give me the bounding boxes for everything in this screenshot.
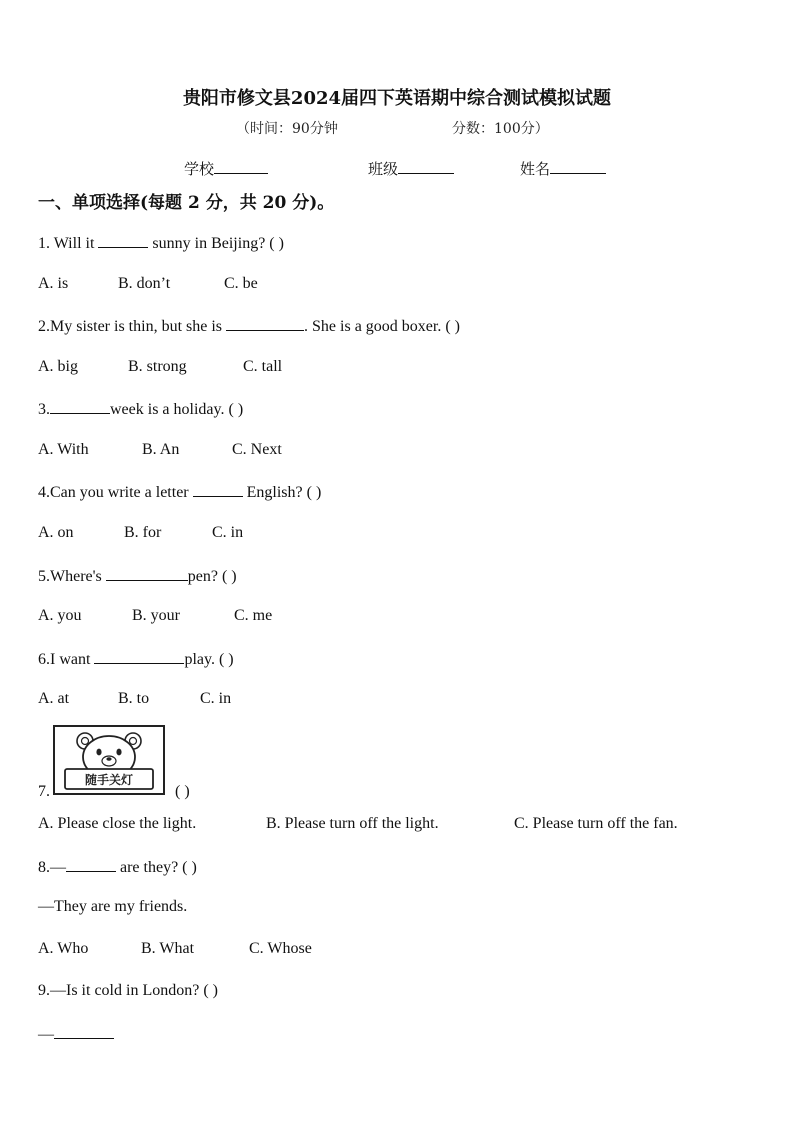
class-blank[interactable] — [398, 159, 454, 174]
option-c[interactable]: C. be — [224, 275, 258, 292]
answer-blank[interactable] — [94, 649, 184, 664]
question-7-paren: ( ) — [175, 783, 190, 800]
school-label: 学校 — [184, 160, 215, 178]
question-2-options — [38, 358, 282, 376]
option-b[interactable]: B. strong — [128, 358, 187, 375]
name-label: 姓名 — [520, 160, 551, 178]
turn-off-light-sign-image — [53, 725, 165, 795]
option-b[interactable]: B. don’t — [118, 275, 171, 292]
question-4: 4.Can you write a letter English? ( ) — [38, 484, 322, 501]
answer-blank[interactable] — [226, 316, 304, 331]
option-a[interactable]: A. you — [38, 607, 82, 624]
bear-icon — [55, 727, 163, 793]
answer-blank[interactable] — [50, 399, 110, 414]
question-9: 9.—Is it cold in London? ( ) — [38, 982, 218, 999]
question-7-number: 7. — [38, 783, 50, 800]
option-b[interactable]: B. for — [124, 524, 162, 541]
question-8-options — [38, 940, 312, 958]
answer-blank[interactable] — [66, 857, 116, 872]
option-b[interactable]: B. Please turn off the light. — [266, 815, 439, 832]
class-field — [368, 158, 454, 179]
question-3-options — [38, 441, 282, 459]
question-8: 8.— are they? ( ) — [38, 859, 197, 876]
option-a[interactable]: A. at — [38, 690, 70, 707]
name-blank[interactable] — [550, 159, 606, 174]
question-5: 5.Where's pen? ( ) — [38, 568, 237, 585]
option-b[interactable]: B. What — [141, 940, 195, 957]
option-a[interactable]: A. big — [38, 358, 78, 375]
option-c[interactable]: C. Whose — [249, 940, 312, 957]
answer-blank[interactable] — [106, 566, 188, 581]
question-7-options — [38, 815, 678, 833]
exam-score: 分数：100分） — [452, 121, 549, 137]
answer-blank[interactable] — [98, 233, 148, 248]
answer-blank[interactable] — [193, 482, 243, 497]
question-2: 2.My sister is thin, but she is . She is a good boxer. ( ) — [38, 318, 460, 335]
option-a[interactable]: A. is — [38, 275, 69, 292]
option-a[interactable]: A. Who — [38, 940, 89, 957]
option-b[interactable]: B. to — [118, 690, 150, 707]
question-9-answer: — — [38, 1024, 114, 1044]
option-a[interactable]: A. Please close the light. — [38, 815, 197, 832]
school-field — [184, 158, 268, 179]
question-4-options — [38, 524, 243, 542]
sign-label: 随手关灯 — [84, 773, 134, 787]
exam-time: （时间：90分钟 — [236, 121, 338, 137]
question-1: 1. Will it sunny in Beijing? ( ) — [38, 235, 284, 252]
option-a[interactable]: A. With — [38, 441, 89, 458]
name-field — [520, 158, 606, 179]
school-blank[interactable] — [214, 159, 268, 174]
option-c[interactable]: C. Next — [232, 441, 282, 458]
option-c[interactable]: C. in — [200, 690, 232, 707]
answer-blank[interactable] — [54, 1024, 114, 1039]
exam-title: 贵阳市修文县2024届四下英语期中综合测试模拟试题 — [182, 88, 612, 109]
question-3: 3. week is a holiday. ( ) — [38, 401, 244, 418]
question-6-options — [38, 690, 231, 708]
option-b[interactable]: B. your — [132, 607, 180, 624]
question-6: 6.I want play. ( ) — [38, 651, 234, 668]
option-c[interactable]: C. tall — [243, 358, 283, 375]
class-label: 班级 — [368, 160, 399, 178]
question-5-options — [38, 607, 272, 625]
option-c[interactable]: C. in — [212, 524, 244, 541]
section-title: 一、单项选择(每题 2 分，共 20 分)。 — [38, 193, 335, 213]
option-b[interactable]: B. An — [142, 441, 180, 458]
option-c[interactable]: C. Please turn off the fan. — [514, 815, 678, 832]
option-c[interactable]: C. me — [234, 607, 273, 624]
question-1-options — [38, 275, 258, 293]
option-a[interactable]: A. on — [38, 524, 74, 541]
question-8-answer: —They are my friends. — [38, 898, 188, 915]
